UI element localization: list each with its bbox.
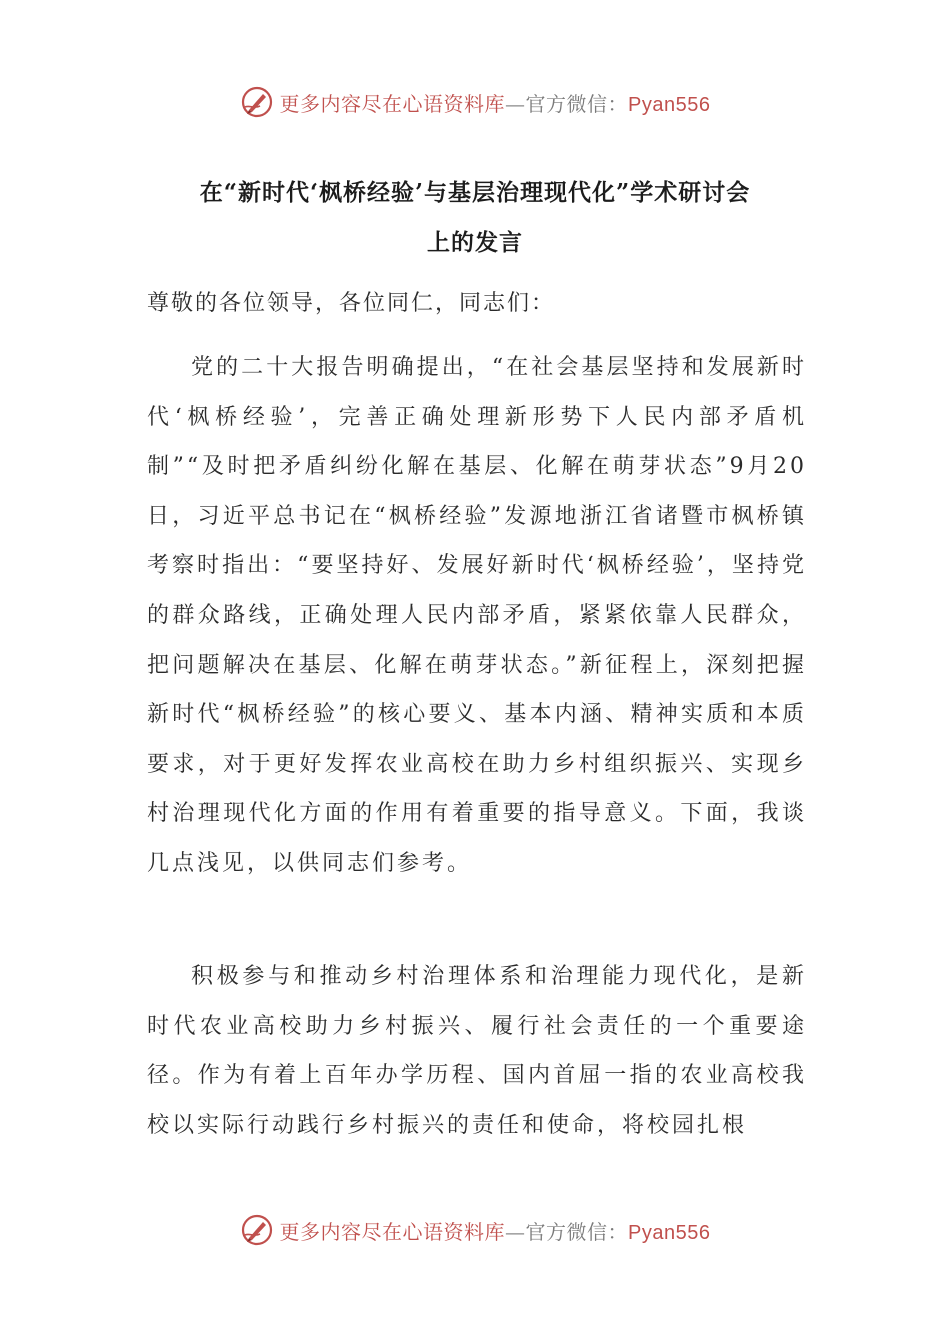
footer-dash: —	[505, 1219, 526, 1244]
footer-site-text: 更多内容尽在心语资料库	[279, 1219, 506, 1244]
footer-banner	[0, 1210, 950, 1250]
banner-dash: —	[505, 91, 526, 116]
banner-wechat-label: 官方微信：	[525, 91, 629, 116]
body-paragraph-2: 积极参与和推动乡村治理体系和治理能力现代化，是新时代农业高校助力乡村振兴、履行社会责任的一个重要途径。作为有着上百年办学历程、国内首屈一指的农业高校我校以实际行动践行乡村振兴的责任和使命，将校园扎根	[147, 964, 807, 1138]
document-title	[145, 168, 805, 268]
body-paragraph-1: 党的二十大报告明确提出，“在社会基层坚持和发展新时代‘枫桥经验’，完善正确处理新形势下人民内部矛盾机制”“及时把矛盾纠纷化解在基层、化解在萌芽状态”9月20日，习近平总书记在“枫桥经验”发源地浙江省诸暨市枫桥镇考察时指出：“要坚持好、发展好新时代‘枫桥经验’，坚持党的群众路线，正确处理人民内部矛盾，紧紧依靠人民群众，把问题解决在基层、化解在萌芽状态。”新征程上，深刻把握新时代“枫桥经验”的核心要义、基本内涵、精神实质和本质要求，对于更好发挥农业高校在助力乡村组织振兴、实现乡村治理现代化方面的作用有着重要的指导意义。下面，我谈几点浅见，以供同志们参考。	[147, 355, 807, 876]
title-line-1: 在“新时代‘枫桥经验’与基层治理现代化”学术研讨会	[199, 179, 751, 206]
footer-banner-text	[280, 1216, 711, 1245]
header-banner	[0, 82, 950, 122]
banner-wechat-id: Pyan556	[628, 93, 711, 116]
pen-logo-icon	[240, 1213, 274, 1247]
banner-text	[280, 88, 711, 117]
pen-logo-icon	[240, 85, 274, 119]
salutation: 尊敬的各位领导，各位同仁，同志们：	[147, 291, 556, 316]
title-line-2: 上的发言	[427, 229, 523, 256]
footer-wechat-label: 官方微信：	[525, 1219, 629, 1244]
banner-site-text: 更多内容尽在心语资料库	[279, 91, 506, 116]
footer-wechat-id: Pyan556	[628, 1221, 711, 1244]
